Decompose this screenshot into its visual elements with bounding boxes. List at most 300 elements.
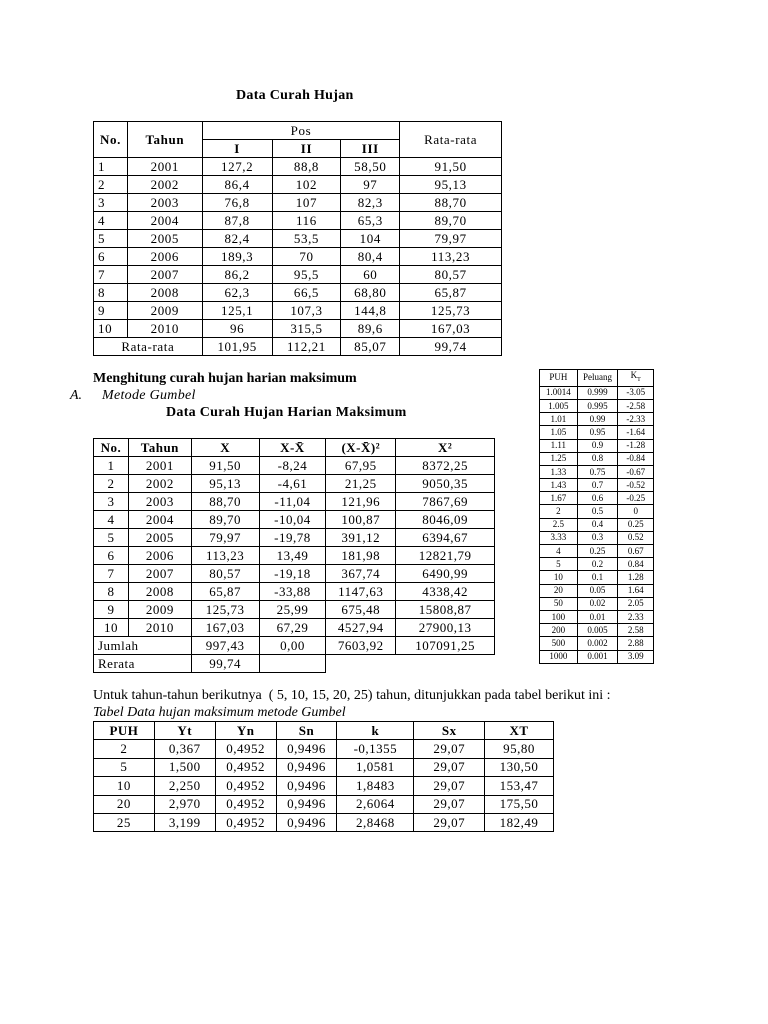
kt-header-kt: $K_T$ <box>618 370 654 387</box>
table-cell: 6490,99 <box>396 565 495 583</box>
table-cell: 2010 <box>127 320 202 338</box>
table-cell: 15808,87 <box>396 601 495 619</box>
table-cell: 25 <box>94 813 155 831</box>
table-cell: 2,970 <box>154 795 215 813</box>
table2-title: Data Curah Hujan Harian Maksimum <box>166 405 407 420</box>
table-cell: 2009 <box>128 601 191 619</box>
table-cell: 67,29 <box>259 619 326 637</box>
table-cell: 0.9 <box>577 439 618 452</box>
header-cell: Yt <box>154 722 215 740</box>
table-cell: 2007 <box>127 266 202 284</box>
table-cell: 0.005 <box>577 624 618 637</box>
jumlah-label: Jumlah <box>94 637 192 655</box>
table-cell: 0.5 <box>577 505 618 518</box>
table-cell: 10 <box>94 777 155 795</box>
table-cell: 80,4 <box>341 248 400 266</box>
table-row <box>94 284 502 302</box>
table-cell: 0,4952 <box>215 795 276 813</box>
table-cell: 95,80 <box>485 740 554 758</box>
table-cell: -3.05 <box>618 386 654 399</box>
table-cell: 95,5 <box>272 266 341 284</box>
table-cell: 121,96 <box>326 493 396 511</box>
table-cell: 1.25 <box>540 452 578 465</box>
table-cell: -19,18 <box>259 565 326 583</box>
table-cell: 29,07 <box>414 777 485 795</box>
header-cell: X <box>191 439 259 457</box>
table-row <box>540 518 654 531</box>
table-cell: 2 <box>540 505 578 518</box>
table-row <box>94 158 502 176</box>
table-cell: 8372,25 <box>396 457 495 475</box>
table-row <box>540 492 654 505</box>
table-cell: 500 <box>540 637 578 650</box>
table-row <box>540 413 654 426</box>
table-cell: 66,5 <box>272 284 341 302</box>
table-cell: 0.3 <box>577 531 618 544</box>
table-cell: -10,04 <box>259 511 326 529</box>
table-cell: 4338,42 <box>396 583 495 601</box>
header-no: No. <box>94 122 128 158</box>
kt-header-puh: PUH <box>540 370 578 387</box>
table-cell: 0.05 <box>577 584 618 597</box>
table-row <box>540 452 654 465</box>
table-cell: 100,87 <box>326 511 396 529</box>
table3-caption: Tabel Data hujan maksimum metode Gumbel <box>93 705 346 720</box>
rerata-cell: 99,74 <box>191 655 259 673</box>
table-cell: 0.8 <box>577 452 618 465</box>
table-cell: 60 <box>341 266 400 284</box>
table-cell: 88,70 <box>191 493 259 511</box>
table-cell: 53,5 <box>272 230 341 248</box>
table-cell: -0.67 <box>618 465 654 478</box>
table-cell: 0.95 <box>577 426 618 439</box>
table-row <box>94 795 554 813</box>
table-row <box>540 505 654 518</box>
table-cell: -2.33 <box>618 413 654 426</box>
table-cell: 0,9496 <box>276 740 337 758</box>
table-cell: 2001 <box>128 457 191 475</box>
table-cell: 29,07 <box>414 740 485 758</box>
table-cell: 0.99 <box>577 413 618 426</box>
table-cell: 0.75 <box>577 465 618 478</box>
table-row <box>540 545 654 558</box>
table-cell: 2 <box>94 176 128 194</box>
table-row <box>94 475 495 493</box>
table-cell: -11,04 <box>259 493 326 511</box>
table-cell: 0.52 <box>618 531 654 544</box>
table-cell: 181,98 <box>326 547 396 565</box>
table-cell: 391,12 <box>326 529 396 547</box>
table-row <box>540 584 654 597</box>
table-cell: 86,2 <box>202 266 272 284</box>
table-cell: 0.1 <box>577 571 618 584</box>
table-row <box>94 176 502 194</box>
table-row <box>94 813 554 831</box>
table-row <box>94 230 502 248</box>
table-cell: 1147,63 <box>326 583 396 601</box>
table-cell: 2,250 <box>154 777 215 795</box>
table-cell: 62,3 <box>202 284 272 302</box>
table-cell: 29,07 <box>414 758 485 776</box>
table-cell: 0,9496 <box>276 758 337 776</box>
table-cell: 91,50 <box>191 457 259 475</box>
table-row <box>540 610 654 623</box>
table-cell: 20 <box>540 584 578 597</box>
header-cell: PUH <box>94 722 155 740</box>
table-row <box>94 266 502 284</box>
table-row <box>94 740 554 758</box>
jumlah-cell: 107091,25 <box>396 637 495 655</box>
table-cell: 2.05 <box>618 597 654 610</box>
table-cell: 5 <box>94 758 155 776</box>
table-cell: 107,3 <box>272 302 341 320</box>
header-cell: Yn <box>215 722 276 740</box>
table-cell: 3 <box>94 493 129 511</box>
table-cell: 0.67 <box>618 545 654 558</box>
table-cell: 3.09 <box>618 650 654 663</box>
table-cell: 2.58 <box>618 624 654 637</box>
table-cell: 2009 <box>127 302 202 320</box>
table-row <box>540 650 654 663</box>
section-heading: Menghitung curah hujan harian maksimum <box>93 371 357 386</box>
table-cell: 10 <box>94 320 128 338</box>
table-cell: 80,57 <box>400 266 502 284</box>
table-cell: 0.995 <box>577 399 618 412</box>
table-cell: 1.005 <box>540 399 578 412</box>
table-cell: 7867,69 <box>396 493 495 511</box>
table-row <box>94 529 495 547</box>
rerata-label: Rerata <box>94 655 192 673</box>
table-row <box>540 426 654 439</box>
table-cell: 1.67 <box>540 492 578 505</box>
table-cell: 0.999 <box>577 386 618 399</box>
table-cell: 107 <box>272 194 341 212</box>
table-cell: 58,50 <box>341 158 400 176</box>
table-row <box>94 777 554 795</box>
subsection-label: Metode Gumbel <box>102 388 196 403</box>
jumlah-cell: 997,43 <box>191 637 259 655</box>
table-cell: 97 <box>341 176 400 194</box>
table-cell: 88,70 <box>400 194 502 212</box>
table-row <box>540 558 654 571</box>
table-cell: 3 <box>94 194 128 212</box>
table-cell: 6 <box>94 248 128 266</box>
table-cell: 127,2 <box>202 158 272 176</box>
table-cell: 2003 <box>127 194 202 212</box>
gumbel-results-table <box>93 721 554 832</box>
table-row <box>94 457 495 475</box>
table-cell: 95,13 <box>400 176 502 194</box>
max-rainfall-table <box>93 438 495 673</box>
table-cell: 2002 <box>128 475 191 493</box>
table-cell: 29,07 <box>414 813 485 831</box>
table-cell: -1.64 <box>618 426 654 439</box>
header-tahun: Tahun <box>127 122 202 158</box>
table-cell: 29,07 <box>414 795 485 813</box>
table-cell: 167,03 <box>400 320 502 338</box>
table-cell: 175,50 <box>485 795 554 813</box>
table-cell: -0.84 <box>618 452 654 465</box>
table-row <box>540 399 654 412</box>
table-cell: -19,78 <box>259 529 326 547</box>
table-cell: 1.43 <box>540 479 578 492</box>
table-row <box>94 511 495 529</box>
table-cell: -0,1355 <box>337 740 414 758</box>
table-cell: 0,4952 <box>215 813 276 831</box>
table-cell: 67,95 <box>326 457 396 475</box>
table-cell: -1.28 <box>618 439 654 452</box>
table-cell: 144,8 <box>341 302 400 320</box>
footer-cell: 85,07 <box>341 338 400 356</box>
table-cell: 8046,09 <box>396 511 495 529</box>
table-cell: 0,9496 <box>276 777 337 795</box>
table-cell: 0,4952 <box>215 777 276 795</box>
table-cell: -8,24 <box>259 457 326 475</box>
table-cell: 113,23 <box>191 547 259 565</box>
table-cell: 1.05 <box>540 426 578 439</box>
table-cell: 1.33 <box>540 465 578 478</box>
table-cell: 1.01 <box>540 413 578 426</box>
table-cell: 4 <box>94 511 129 529</box>
table-row <box>94 302 502 320</box>
table-cell: 88,8 <box>272 158 341 176</box>
table-cell: 70 <box>272 248 341 266</box>
table-cell: 2002 <box>127 176 202 194</box>
table-cell: 0.01 <box>577 610 618 623</box>
header-cell: XT <box>485 722 554 740</box>
header-cell: k <box>337 722 414 740</box>
table-cell: 4 <box>540 545 578 558</box>
table-cell: 2003 <box>128 493 191 511</box>
table-cell: 315,5 <box>272 320 341 338</box>
table-row <box>540 637 654 650</box>
table-cell: 2005 <box>128 529 191 547</box>
table-cell: 3.33 <box>540 531 578 544</box>
table-cell: 6394,67 <box>396 529 495 547</box>
table-cell: 100 <box>540 610 578 623</box>
table-cell: 5 <box>94 230 128 248</box>
table-cell: 0,9496 <box>276 813 337 831</box>
table-cell: 80,57 <box>191 565 259 583</box>
table-cell: 68,80 <box>341 284 400 302</box>
table-cell: 113,23 <box>400 248 502 266</box>
table-cell: 0.7 <box>577 479 618 492</box>
table-cell: 20 <box>94 795 155 813</box>
table-cell: 13,49 <box>259 547 326 565</box>
table-cell: 50 <box>540 597 578 610</box>
table-cell: 1,0581 <box>337 758 414 776</box>
table-row <box>94 212 502 230</box>
jumlah-cell: 7603,92 <box>326 637 396 655</box>
table-cell: 1.28 <box>618 571 654 584</box>
table-cell: 2010 <box>128 619 191 637</box>
footer-cell: 112,21 <box>272 338 341 356</box>
table-cell: 153,47 <box>485 777 554 795</box>
table-cell: 8 <box>94 583 129 601</box>
table-row <box>94 565 495 583</box>
footer-label: Rata-rata <box>94 338 203 356</box>
empty-cell <box>259 655 326 673</box>
table-cell: 200 <box>540 624 578 637</box>
table-cell: 9 <box>94 601 129 619</box>
header-cell: Sn <box>276 722 337 740</box>
table-row <box>94 194 502 212</box>
table-row <box>94 320 502 338</box>
table-cell: 0.25 <box>618 518 654 531</box>
table-cell: 12821,79 <box>396 547 495 565</box>
jumlah-cell: 0,00 <box>259 637 326 655</box>
header-cell: X-X̄ <box>259 439 326 457</box>
table-cell: 79,97 <box>191 529 259 547</box>
table-cell: 4 <box>94 212 128 230</box>
table-cell: 5 <box>540 558 578 571</box>
table-cell: 27900,13 <box>396 619 495 637</box>
header-cell: Sx <box>414 722 485 740</box>
kt-reference-table <box>539 369 654 664</box>
table-cell: 2006 <box>127 248 202 266</box>
table-cell: 2007 <box>128 565 191 583</box>
empty-cell <box>326 655 396 673</box>
table-row <box>94 601 495 619</box>
table-cell: 87,8 <box>202 212 272 230</box>
table-row <box>540 479 654 492</box>
table-cell: 82,3 <box>341 194 400 212</box>
table-cell: 0 <box>618 505 654 518</box>
table-cell: 125,73 <box>191 601 259 619</box>
table-row <box>540 597 654 610</box>
table-cell: 0,9496 <box>276 795 337 813</box>
header-pos: Pos <box>202 122 400 140</box>
table-cell: 2,6064 <box>337 795 414 813</box>
table-cell: 2008 <box>128 583 191 601</box>
header-cell: (X-X̄)² <box>326 439 396 457</box>
table-cell: 116 <box>272 212 341 230</box>
table-row <box>94 619 495 637</box>
table-cell: -2.58 <box>618 399 654 412</box>
table-cell: 104 <box>341 230 400 248</box>
table-cell: 1,500 <box>154 758 215 776</box>
table-cell: 0.002 <box>577 637 618 650</box>
table-cell: 125,1 <box>202 302 272 320</box>
header-cell: No. <box>94 439 129 457</box>
paragraph-text: Untuk tahun-tahun berikutnya ( 5, 10, 15, 20, 25) tahun, ditunjukkan pada tabel berikut ini : <box>93 688 611 703</box>
table-cell: 1.64 <box>618 584 654 597</box>
table-cell: 0.6 <box>577 492 618 505</box>
table-cell: 2,8468 <box>337 813 414 831</box>
table-cell: -0.25 <box>618 492 654 505</box>
kt-header-peluang: Peluang <box>577 370 618 387</box>
table-cell: 130,50 <box>485 758 554 776</box>
table-cell: 65,3 <box>341 212 400 230</box>
table-cell: 2001 <box>127 158 202 176</box>
table-cell: 1 <box>94 457 129 475</box>
table-cell: 0,4952 <box>215 758 276 776</box>
subsection-letter: A. <box>70 388 83 403</box>
table-row <box>540 531 654 544</box>
table-cell: 1 <box>94 158 128 176</box>
table-cell: 1000 <box>540 650 578 663</box>
table-cell: 5 <box>94 529 129 547</box>
table-cell: 2008 <box>127 284 202 302</box>
table-cell: 25,99 <box>259 601 326 619</box>
table-cell: 2004 <box>127 212 202 230</box>
table-cell: 1.0014 <box>540 386 578 399</box>
table-cell: 0.4 <box>577 518 618 531</box>
header-pos-ii: II <box>272 140 341 158</box>
table-cell: 0.84 <box>618 558 654 571</box>
table-cell: 65,87 <box>191 583 259 601</box>
table-cell: 7 <box>94 266 128 284</box>
table-cell: 95,13 <box>191 475 259 493</box>
table-cell: 89,6 <box>341 320 400 338</box>
table-cell: 21,25 <box>326 475 396 493</box>
empty-cell <box>396 655 495 673</box>
table-cell: 367,74 <box>326 565 396 583</box>
table-cell: 89,70 <box>400 212 502 230</box>
table-cell: 189,3 <box>202 248 272 266</box>
table-cell: 125,73 <box>400 302 502 320</box>
table-cell: 2 <box>94 475 129 493</box>
table-cell: 0,4952 <box>215 740 276 758</box>
table-cell: 76,8 <box>202 194 272 212</box>
header-pos-iii: III <box>341 140 400 158</box>
table-cell: 2005 <box>127 230 202 248</box>
table-cell: 0.02 <box>577 597 618 610</box>
footer-cell: 99,74 <box>400 338 502 356</box>
table-cell: 82,4 <box>202 230 272 248</box>
table-cell: 2.5 <box>540 518 578 531</box>
table-cell: 6 <box>94 547 129 565</box>
table-row <box>540 465 654 478</box>
table-cell: 7 <box>94 565 129 583</box>
table-row <box>94 758 554 776</box>
table-row <box>540 439 654 452</box>
table-cell: -33,88 <box>259 583 326 601</box>
table-cell: 182,49 <box>485 813 554 831</box>
table-row <box>94 583 495 601</box>
table-cell: -4,61 <box>259 475 326 493</box>
table-cell: 1,8483 <box>337 777 414 795</box>
table-cell: 2004 <box>128 511 191 529</box>
table-cell: 2.88 <box>618 637 654 650</box>
table-cell: 65,87 <box>400 284 502 302</box>
header-cell: Tahun <box>128 439 191 457</box>
table-cell: 8 <box>94 284 128 302</box>
table-cell: 2006 <box>128 547 191 565</box>
table-cell: 675,48 <box>326 601 396 619</box>
table-row <box>94 493 495 511</box>
table-cell: 0,367 <box>154 740 215 758</box>
table-cell: 10 <box>94 619 129 637</box>
table-cell: 10 <box>540 571 578 584</box>
table-cell: 9050,35 <box>396 475 495 493</box>
table-cell: 0.001 <box>577 650 618 663</box>
footer-cell: 101,95 <box>202 338 272 356</box>
table-row <box>94 547 495 565</box>
table-cell: 2.33 <box>618 610 654 623</box>
table-row <box>94 248 502 266</box>
table-cell: 91,50 <box>400 158 502 176</box>
table-cell: 0.2 <box>577 558 618 571</box>
table1-title: Data Curah Hujan <box>236 88 354 103</box>
table-cell: 2 <box>94 740 155 758</box>
table-cell: 9 <box>94 302 128 320</box>
table-row <box>540 571 654 584</box>
table-row <box>540 624 654 637</box>
table-cell: -0.52 <box>618 479 654 492</box>
table-row <box>540 386 654 399</box>
table-cell: 1.11 <box>540 439 578 452</box>
